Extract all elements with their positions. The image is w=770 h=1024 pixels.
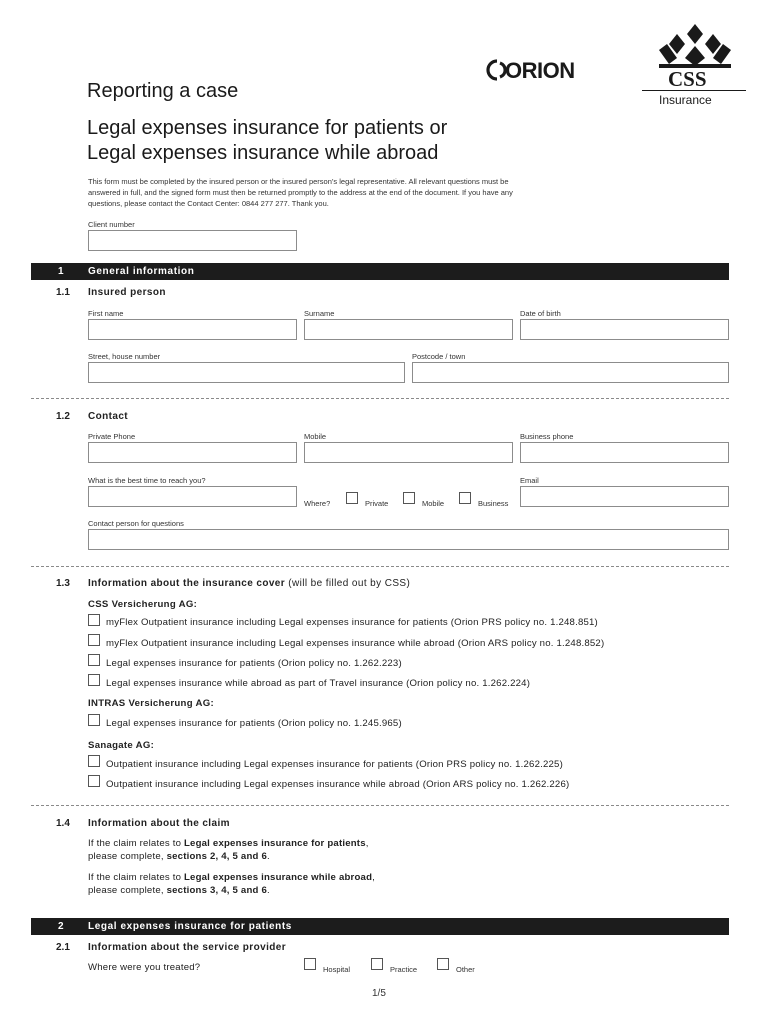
company-css: CSS Versicherung AG: bbox=[88, 599, 198, 610]
claim-text: If the claim relates to bbox=[88, 838, 184, 849]
treated-hospital-checkbox[interactable] bbox=[304, 958, 316, 970]
section-number: 1 bbox=[58, 266, 65, 277]
css-crest-icon bbox=[655, 20, 735, 68]
section-1-header bbox=[31, 263, 729, 280]
intro-line: questions, please contact the Contact Center: 0844 277 277. Thank you. bbox=[88, 199, 329, 208]
cover-title-note: (will be filled out by CSS) bbox=[288, 578, 411, 589]
business-phone-field[interactable] bbox=[520, 442, 729, 463]
subsection-title-provider: Information about the service provider bbox=[88, 942, 287, 953]
claim-bold: Legal expenses insurance for patients bbox=[183, 838, 366, 849]
css-logo-sub: Insurance bbox=[659, 93, 712, 107]
dob-field[interactable] bbox=[520, 319, 729, 340]
intro-line: This form must be completed by the insured person or the insured person’s legal representative. All relevant questions must be bbox=[88, 177, 509, 186]
where-label: Where? bbox=[304, 499, 331, 508]
claim-text: , bbox=[365, 838, 369, 849]
page-subtitle-line2: Legal expenses insurance while abroad bbox=[87, 142, 439, 164]
section-divider bbox=[31, 566, 729, 567]
treated-other-checkbox[interactable] bbox=[437, 958, 449, 970]
contact-person-field[interactable] bbox=[88, 529, 729, 550]
cover-option: myFlex Outpatient insurance including Legal expenses insurance while abroad (Orion ARS policy no. 1.248.852) bbox=[106, 638, 605, 649]
where-private-checkbox[interactable] bbox=[346, 492, 358, 504]
claim-paragraph-abroad bbox=[88, 871, 375, 897]
email-label: Email bbox=[520, 476, 539, 485]
where-private-label: Private bbox=[365, 499, 389, 508]
cover-checkbox[interactable] bbox=[88, 674, 100, 686]
where-mobile-label: Mobile bbox=[422, 499, 445, 508]
treated-hospital-label: Hospital bbox=[323, 965, 351, 974]
claim-bold: Legal expenses insurance while abroad bbox=[183, 872, 373, 883]
email-field[interactable] bbox=[520, 486, 729, 507]
page-title: Reporting a case bbox=[87, 80, 239, 102]
intro-text bbox=[88, 176, 513, 209]
subsection-number: 1.1 bbox=[56, 287, 70, 298]
cover-checkbox[interactable] bbox=[88, 714, 100, 726]
surname-field[interactable] bbox=[304, 319, 513, 340]
street-field[interactable] bbox=[88, 362, 405, 383]
company-sanagate: Sanagate AG: bbox=[88, 740, 155, 751]
orion-logo bbox=[486, 58, 596, 82]
intro-line: answered in full, and the signed form must then be returned promptly to the address at the end of the document. If you have any bbox=[88, 188, 513, 197]
claim-text: , bbox=[372, 872, 376, 883]
page-number: 1/5 bbox=[372, 988, 386, 999]
claim-bold: sections 3, 4, 5 and 6 bbox=[166, 885, 267, 896]
contact-person-label: Contact person for questions bbox=[88, 519, 184, 528]
subsection-title-claim: Information about the claim bbox=[88, 818, 230, 829]
where-business-label: Business bbox=[478, 499, 509, 508]
street-label: Street, house number bbox=[88, 352, 161, 361]
subsection-title-insured: Insured person bbox=[88, 287, 166, 298]
first-name-label: First name bbox=[88, 309, 124, 318]
section-number: 2 bbox=[58, 921, 65, 932]
subsection-number: 1.2 bbox=[56, 411, 70, 422]
cover-option: Outpatient insurance including Legal expenses insurance while abroad (Orion ARS policy no. 1.262.226) bbox=[106, 779, 570, 790]
css-logo bbox=[642, 20, 748, 112]
page-subtitle-line1: Legal expenses insurance for patients or bbox=[87, 117, 448, 139]
client-number-label: Client number bbox=[88, 220, 135, 229]
treated-question: Where were you treated? bbox=[88, 962, 201, 973]
claim-paragraph-patients bbox=[88, 837, 369, 863]
cover-option: Legal expenses insurance for patients (Orion policy no. 1.245.965) bbox=[106, 718, 402, 729]
private-phone-field[interactable] bbox=[88, 442, 297, 463]
subsection-title-cover bbox=[88, 578, 410, 589]
cover-option: Legal expenses insurance while abroad as part of Travel insurance (Orion policy no. 1.262.224) bbox=[106, 678, 531, 689]
subsection-number: 1.4 bbox=[56, 818, 70, 829]
cover-option: myFlex Outpatient insurance including Legal expenses insurance for patients (Orion PRS policy no. 1.248.851) bbox=[106, 617, 598, 628]
section-title: Legal expenses insurance for patients bbox=[88, 921, 292, 932]
where-business-checkbox[interactable] bbox=[459, 492, 471, 504]
css-logo-text: CSS bbox=[668, 67, 707, 91]
subsection-number: 2.1 bbox=[56, 942, 70, 953]
claim-text: please complete, bbox=[88, 885, 167, 896]
claim-text: If the claim relates to bbox=[88, 872, 184, 883]
treated-practice-checkbox[interactable] bbox=[371, 958, 383, 970]
first-name-field[interactable] bbox=[88, 319, 297, 340]
css-logo-rule bbox=[642, 90, 746, 91]
claim-text: please complete, bbox=[88, 851, 167, 862]
best-time-field[interactable] bbox=[88, 486, 297, 507]
section-2-header bbox=[31, 918, 729, 935]
best-time-label: What is the best time to reach you? bbox=[88, 476, 206, 485]
treated-other-label: Other bbox=[456, 965, 475, 974]
orion-logo-text: ORION bbox=[505, 58, 575, 83]
cover-checkbox[interactable] bbox=[88, 654, 100, 666]
claim-bold: sections 2, 4, 5 and 6 bbox=[166, 851, 267, 862]
mobile-field[interactable] bbox=[304, 442, 513, 463]
cover-checkbox[interactable] bbox=[88, 614, 100, 626]
cover-checkbox[interactable] bbox=[88, 755, 100, 767]
cover-option: Outpatient insurance including Legal expenses insurance for patients (Orion PRS policy no. 1.262.225) bbox=[106, 759, 563, 770]
postcode-field[interactable] bbox=[412, 362, 729, 383]
section-divider bbox=[31, 398, 729, 399]
business-phone-label: Business phone bbox=[520, 432, 574, 441]
section-divider bbox=[31, 805, 729, 806]
cover-title: Information about the insurance cover bbox=[88, 578, 286, 589]
subsection-number: 1.3 bbox=[56, 578, 70, 589]
dob-label: Date of birth bbox=[520, 309, 561, 318]
cover-checkbox[interactable] bbox=[88, 775, 100, 787]
private-phone-label: Private Phone bbox=[88, 432, 136, 441]
client-number-field[interactable] bbox=[88, 230, 297, 251]
section-title: General information bbox=[88, 266, 195, 277]
cover-option: Legal expenses insurance for patients (Orion policy no. 1.262.223) bbox=[106, 658, 402, 669]
surname-label: Surname bbox=[304, 309, 335, 318]
subsection-title-contact: Contact bbox=[88, 411, 129, 422]
claim-text: . bbox=[267, 851, 270, 862]
claim-text: . bbox=[267, 885, 270, 896]
where-mobile-checkbox[interactable] bbox=[403, 492, 415, 504]
company-intras: INTRAS Versicherung AG: bbox=[88, 698, 214, 709]
treated-practice-label: Practice bbox=[390, 965, 418, 974]
postcode-label: Postcode / town bbox=[412, 352, 466, 361]
mobile-label: Mobile bbox=[304, 432, 327, 441]
cover-checkbox[interactable] bbox=[88, 634, 100, 646]
